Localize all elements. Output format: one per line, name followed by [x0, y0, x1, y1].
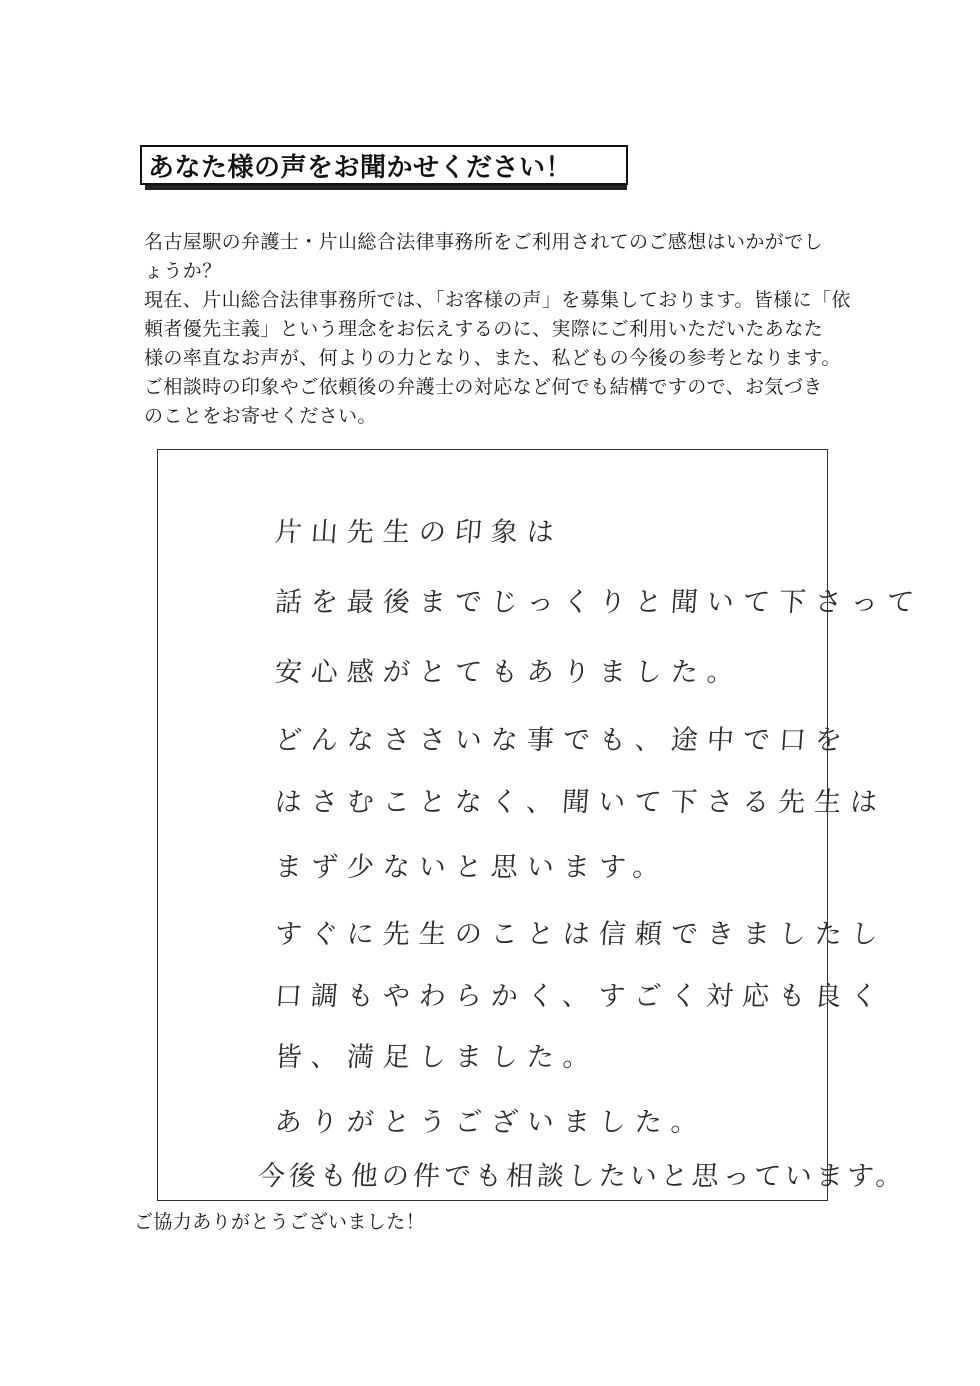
intro-paragraph — [144, 228, 851, 431]
handwritten-line: はさむことなく、聞いて下さる先生は — [273, 787, 888, 818]
intro-line: ょうか？ — [144, 260, 222, 282]
page-title: あなた様の声をお聞かせください！ — [148, 152, 573, 183]
handwritten-comment-box — [157, 449, 924, 1201]
handwritten-line: すぐに先生のことは信頼できましたし — [273, 919, 888, 950]
handwritten-line: 今後も他の件でも相談したいと思っています。 — [256, 1161, 908, 1192]
handwritten-line: ありがとうございました。 — [273, 1107, 708, 1138]
intro-line: 現在、片山総合法律事務所では、「お客様の声」を募集しております。皆様に「依 — [144, 289, 851, 311]
intro-line: 頼者優先主義」という理念をお伝えするのに、実際にご利用いただいたあなた — [144, 318, 824, 340]
intro-line: 様の率直なお声が、何よりの力となり、また、私どもの今後の参考となります。 — [144, 347, 841, 369]
thanks-message: ご協力ありがとうございました！ — [134, 1211, 426, 1233]
handwritten-line: 話を最後までじっくりと聞いて下さって — [273, 587, 924, 618]
handwritten-line: まず少ないと思います。 — [273, 852, 670, 883]
handwritten-line: 片山先生の印象は — [273, 517, 564, 548]
intro-line: 名古屋駅の弁護士・片山総合法律事務所をご利用されてのご感想はいかがでし — [144, 231, 824, 253]
title-box — [140, 145, 628, 185]
handwritten-line: 口調もやわらかく、すごく対応も良く — [273, 981, 888, 1012]
handwritten-line: どんなささいな事でも、途中で口を — [273, 725, 852, 756]
intro-line: ご相談時の印象やご依頼後の弁護士の対応など何でも結構ですので、お気づき — [144, 376, 823, 398]
intro-line: のことをお寄せください。 — [144, 405, 377, 427]
handwritten-line: 安心感がとてもありました。 — [273, 657, 744, 688]
title-banner — [140, 145, 624, 189]
handwritten-line: 皆、満足しました。 — [273, 1042, 600, 1073]
